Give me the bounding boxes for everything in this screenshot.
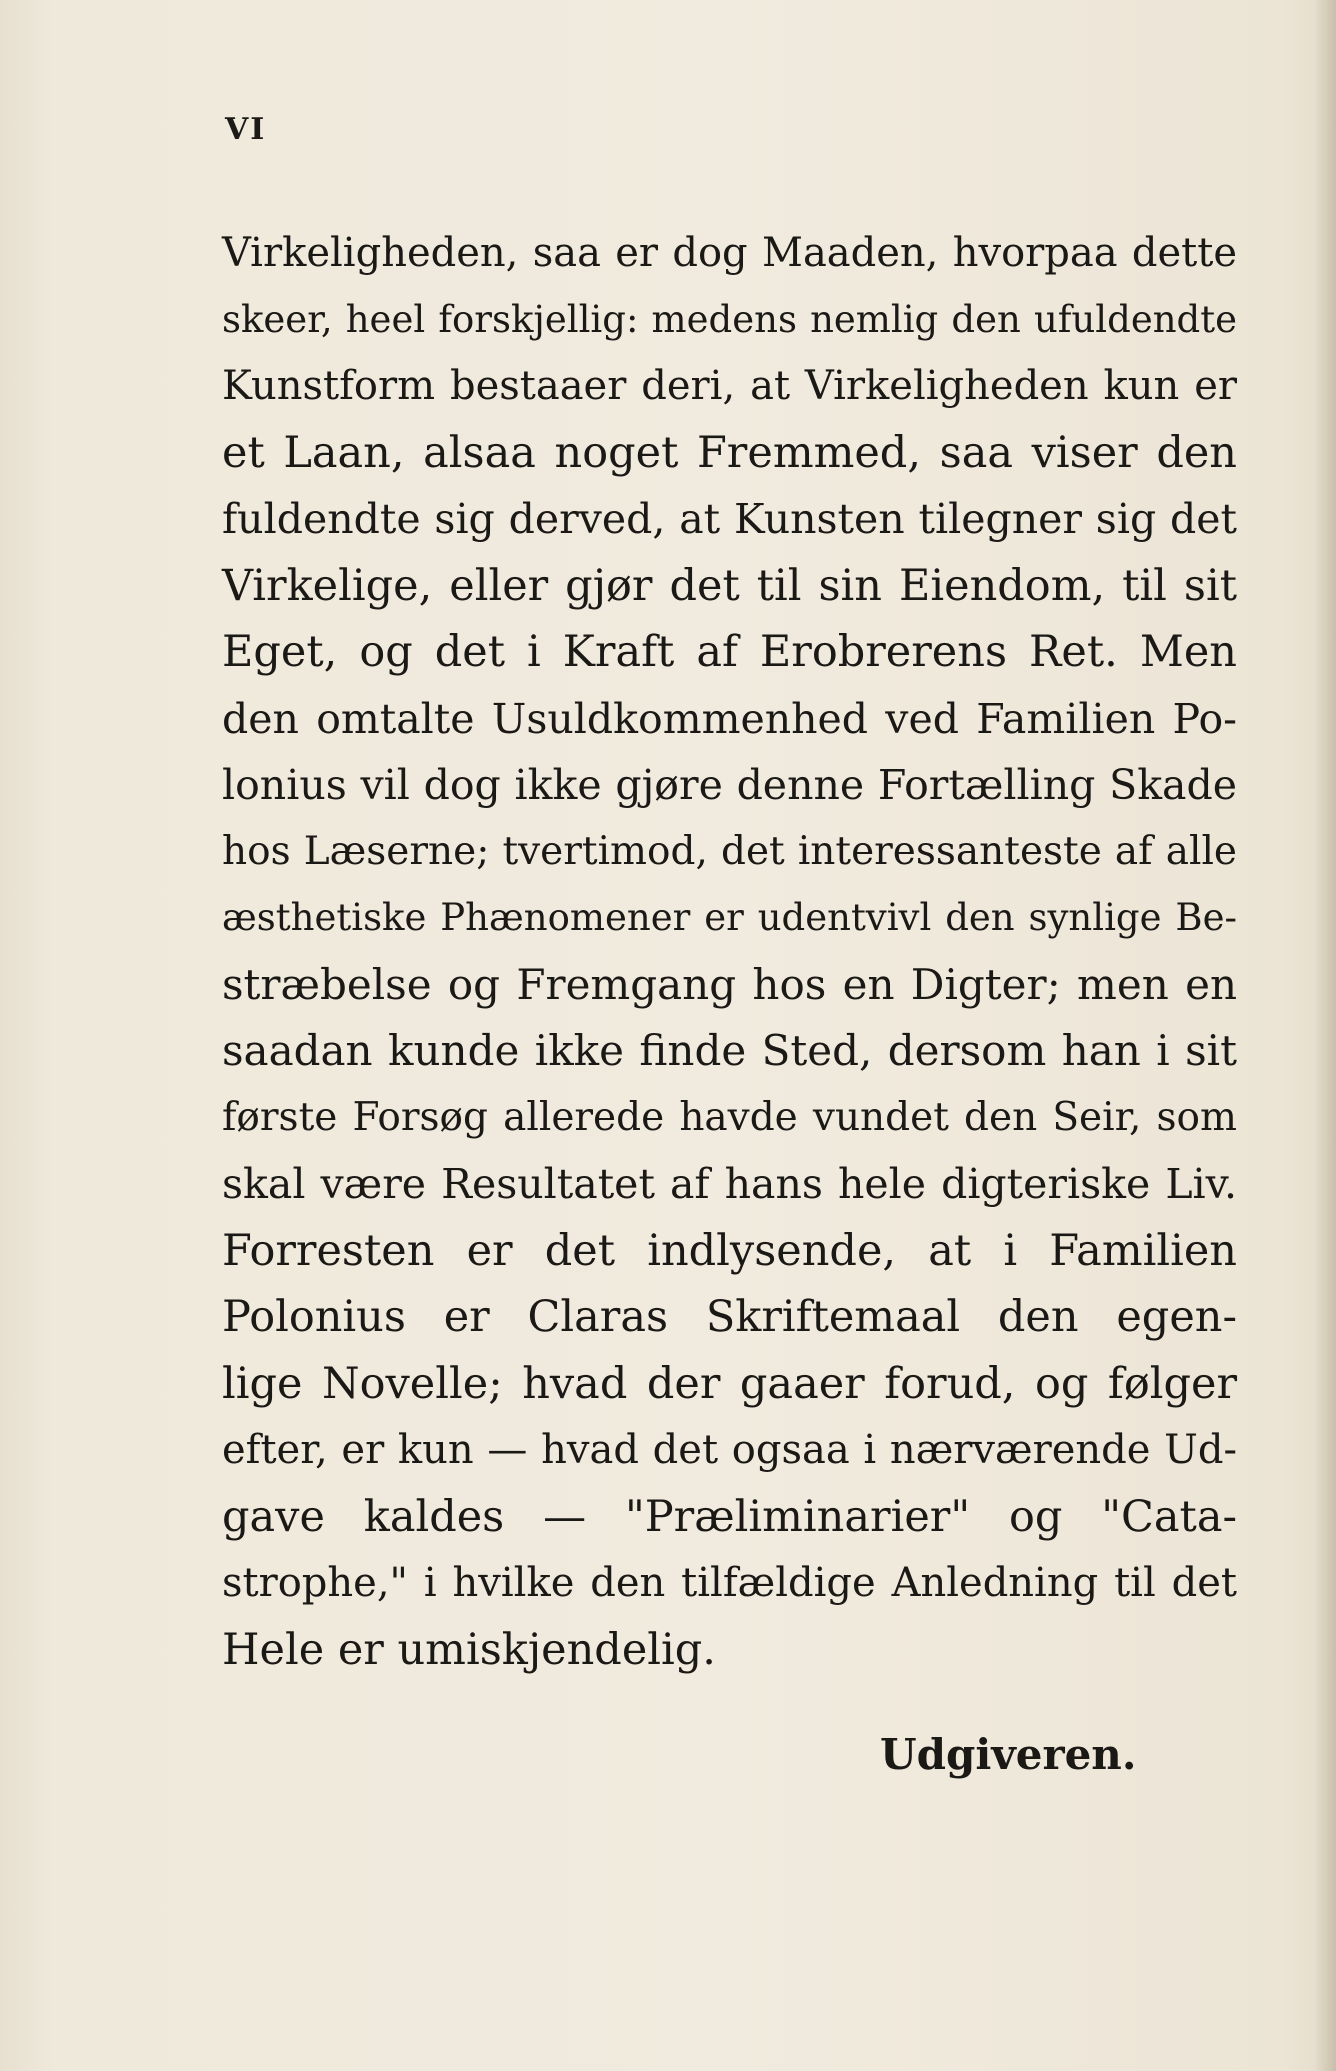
text-line: Eget, og det i Kraft af Erobrerens Ret. Men bbox=[222, 627, 1237, 677]
text-line: lonius vil dog ikke gjøre denne Fortælling Skade bbox=[222, 761, 1237, 809]
text-line: skeer, heel forskjellig: medens nemlig den ufuldendte bbox=[222, 297, 1237, 341]
text-line: strophe," i hvilke den tilfældige Anledning til det bbox=[222, 1560, 1237, 1606]
page-edge-shadow bbox=[1314, 0, 1336, 2071]
text-line: saadan kunde ikke finde Sted, dersom han i sit bbox=[222, 1026, 1237, 1075]
text-line: æsthetiske Phænomener er udentvivl den synlige Be- bbox=[222, 896, 1237, 939]
text-line: Polonius er Claras Skriftemaal den egen- bbox=[222, 1292, 1237, 1342]
text-line: Virkeligheden, saa er dog Maaden, hvorpaa dette bbox=[222, 230, 1237, 276]
text-line: efter, er kun — hvad det ogsaa i nærværende Ud- bbox=[222, 1427, 1237, 1473]
text-line: Forresten er det indlysende, at i Familien bbox=[222, 1225, 1237, 1276]
text-line: skal være Resultatet af hans hele digteriske Liv. bbox=[222, 1160, 1237, 1208]
text-line: fuldendte sig derved, at Kunsten tilegner sig det bbox=[222, 495, 1237, 543]
text-line: lige Novelle; hvad der gaaer forud, og følger bbox=[222, 1358, 1237, 1409]
text-line: Virkelige, eller gjør det til sin Eiendom, til sit bbox=[222, 560, 1237, 611]
text-line: et Laan, alsaa noget Fremmed, saa viser den bbox=[222, 427, 1237, 478]
text-line: Kunstform bestaaer deri, at Virkeligheden kun er bbox=[222, 363, 1237, 409]
page-number: VI bbox=[225, 112, 267, 147]
signature: Udgiveren. bbox=[880, 1730, 1137, 1779]
text-line: første Forsøg allerede havde vundet den Seir, som bbox=[222, 1094, 1237, 1140]
text-line: stræbelse og Fremgang hos en Digter; men en bbox=[222, 959, 1237, 1009]
body-text bbox=[222, 220, 1237, 1683]
text-line: den omtalte Usuldkommenhed ved Familien Po- bbox=[222, 694, 1237, 743]
text-line: hos Læserne; tvertimod, det interessanteste af alle bbox=[222, 828, 1237, 874]
text-line: Hele er umiskjendelig. bbox=[222, 1624, 716, 1675]
text-line: gave kaldes — "Præliminarier" og "Cata- bbox=[222, 1491, 1237, 1542]
